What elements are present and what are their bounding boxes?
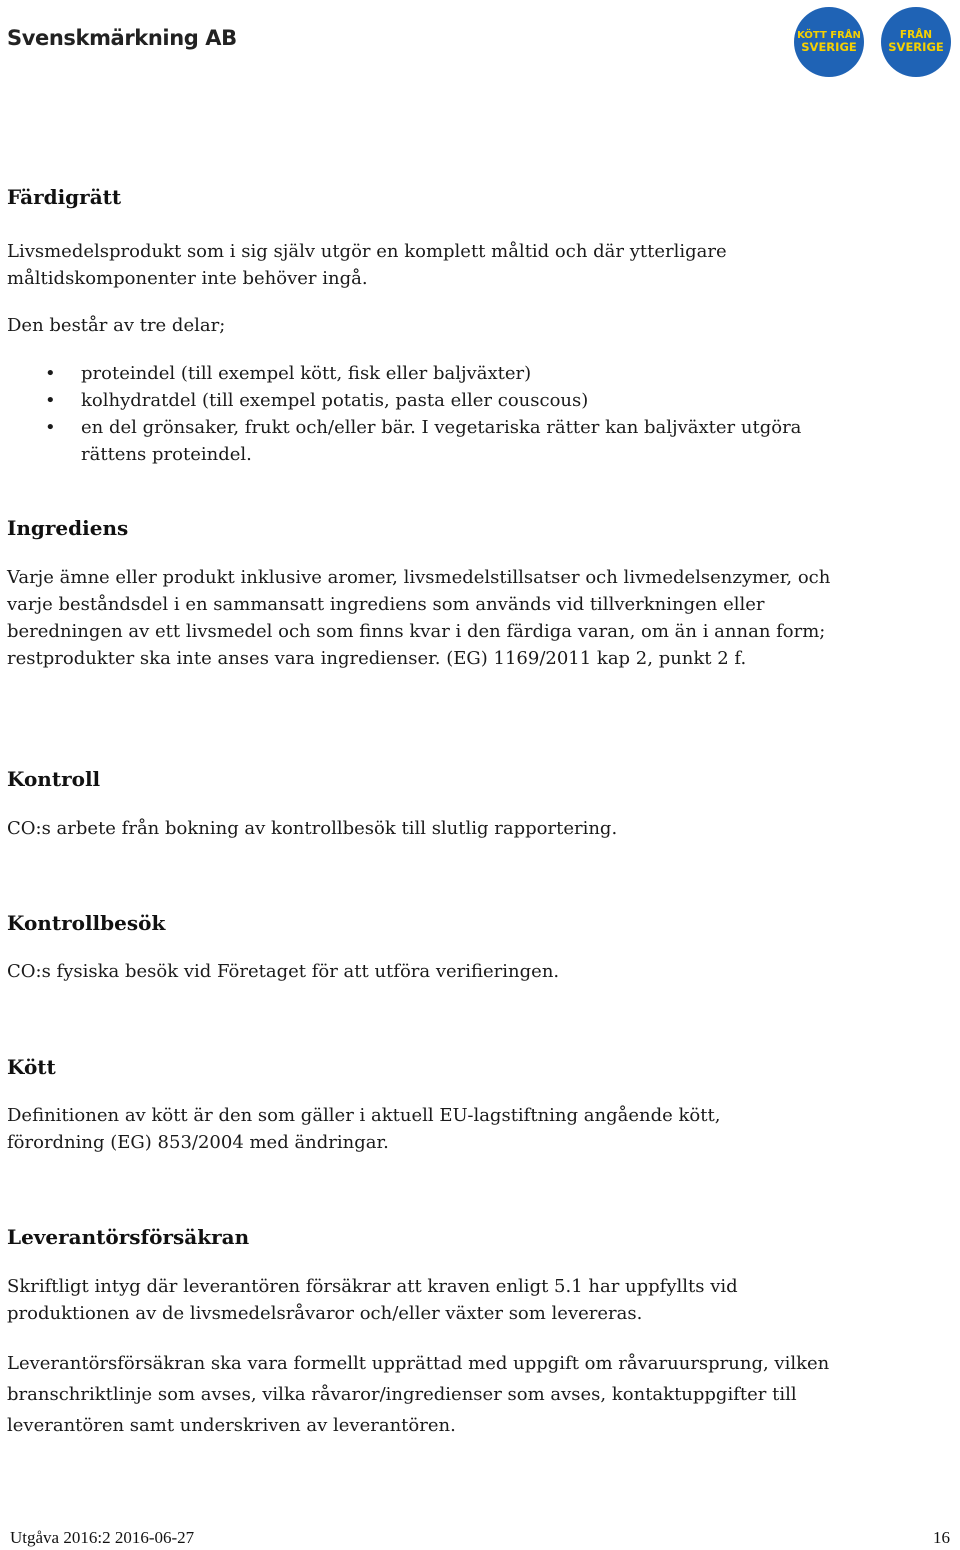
- footer-edition: Utgåva 2016:2 2016-06-27: [10, 1528, 195, 1547]
- logo1-bottom-text: SVERIGE: [801, 40, 857, 54]
- fardigratt-bullet-list: [7, 360, 807, 468]
- leverantor-paragraph-1: Skriftligt intyg där leverantören försäkrar att kraven enligt 5.1 har uppfyllts vid produktionen av de livsmedelsråvaror och/eller växter som levereras.: [7, 1276, 738, 1324]
- heading-kontroll: Kontroll: [7, 767, 101, 791]
- kott-fran-sverige-logo: [793, 6, 865, 78]
- kott-paragraph: Definitionen av kött är den som gäller i aktuell EU-lagstiftning angående kött, förordning (EG) 853/2004 med ändringar.: [7, 1105, 721, 1153]
- footer-page-number: 16: [933, 1528, 950, 1547]
- fardigratt-paragraph-2: Den består av tre delar;: [7, 315, 226, 336]
- ingrediens-paragraph: Varje ämne eller produkt inklusive aromer, livsmedelstillsatser och livmedelsenzymer, och varje beståndsdel i en sammansatt ingrediens som används vid tillverkningen eller beredningen av ett livsmedel och som finns kvar i den färdiga varan, om än i annan form; restprodukter ska inte anses vara ingredienser. (EG) 1169/2011 kap 2, punkt 2 f.: [7, 567, 831, 669]
- company-name: Svenskmärkning AB: [7, 26, 237, 50]
- kontrollbesok-paragraph: CO:s fysiska besök vid Företaget för att utföra verifieringen.: [7, 961, 560, 982]
- fardigratt-paragraph-1: Livsmedelsprodukt som i sig själv utgör en komplett måltid och där ytterligare måltidskomponenter inte behöver ingå.: [7, 241, 727, 289]
- logo1-top-text: KÖTT FRÅN: [797, 30, 861, 41]
- bullet-item-gronsaker: • en del grönsaker, frukt och/eller bär. I vegetariska rätter kan baljväxter utgöra rättens proteindel.: [7, 414, 807, 468]
- heading-kontrollbesok: Kontrollbesök: [7, 911, 166, 935]
- heading-fardigratt: Färdigrätt: [7, 185, 122, 209]
- heading-leverantorsforsakran: Leverantörsförsäkran: [7, 1225, 250, 1249]
- bullet-item-protein: • proteindel (till exempel kött, fisk eller baljväxter): [7, 360, 807, 387]
- kontroll-paragraph: CO:s arbete från bokning av kontrollbesök till slutlig rapportering.: [7, 818, 618, 839]
- leverantor-paragraph-2: Leverantörsförsäkran ska vara formellt upprättad med uppgift om råvaruursprung, vilken branschriktlinje som avses, vilka råvaror/ingredienser som avses, kontaktuppgifter till leverantören samt underskriven av leverantören.: [7, 1353, 830, 1436]
- fran-sverige-logo: [880, 6, 952, 78]
- logo2-top-text: FRÅN: [899, 29, 933, 41]
- logo2-bottom-text: SVERIGE: [888, 40, 944, 54]
- bullet-item-kolhydrat: • kolhydratdel (till exempel potatis, pasta eller couscous): [7, 387, 807, 414]
- heading-ingrediens: Ingrediens: [7, 516, 129, 540]
- heading-kott: Kött: [7, 1055, 56, 1079]
